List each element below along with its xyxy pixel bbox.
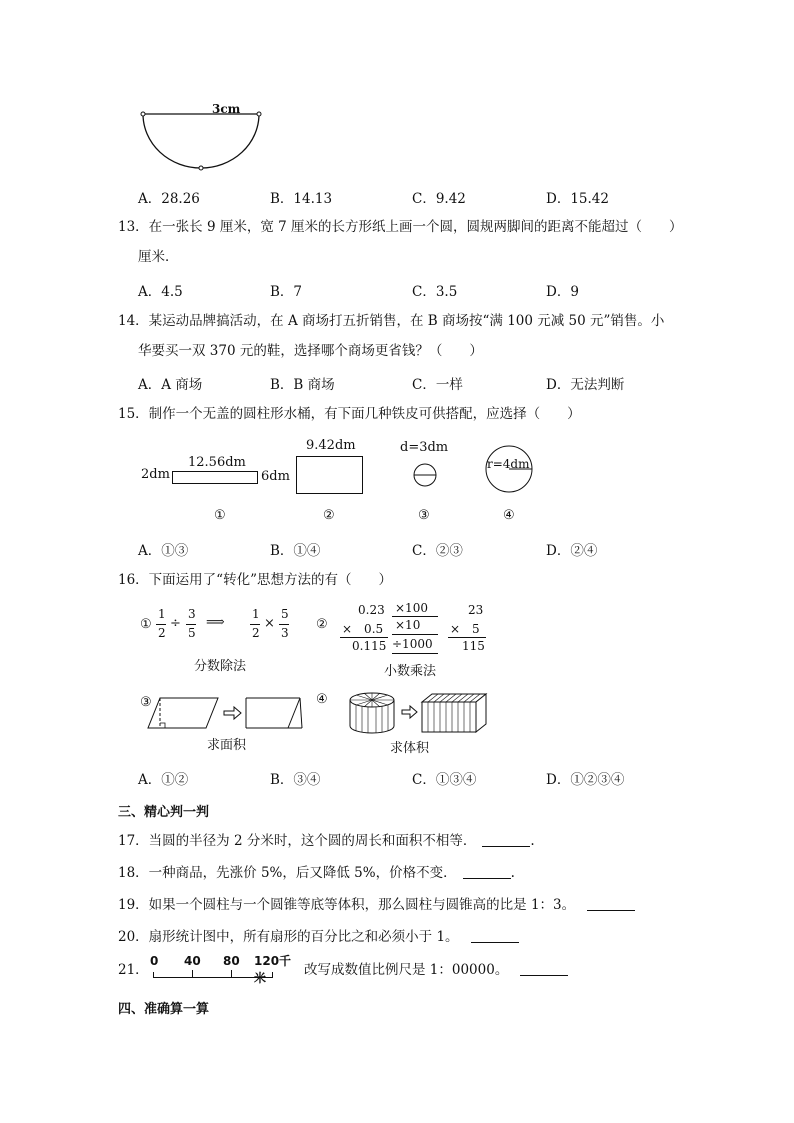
sheet1-height-right: 6dm bbox=[261, 469, 290, 484]
scale-label-40: 40 bbox=[184, 954, 201, 968]
q13-option-b[interactable]: B．7 bbox=[270, 284, 303, 300]
q13-stem: 13．在一张长 9 厘米，宽 7 厘米的长方形纸上画一个圆，圆规两脚间的距离不能超过（ ） bbox=[118, 219, 683, 235]
q16-stem: 16．下面运用了“转化”思想方法的有（ ） bbox=[118, 572, 392, 588]
q14-option-d[interactable]: D．无法判断 bbox=[546, 377, 625, 393]
part2-number: ② bbox=[316, 617, 328, 632]
arrow-3 bbox=[392, 653, 438, 654]
sheet2-number: ② bbox=[323, 508, 335, 523]
frac-c-den: 2 bbox=[252, 626, 260, 640]
sheet2-width: 9.42dm bbox=[306, 438, 356, 453]
q13-option-c[interactable]: C．3.5 bbox=[412, 284, 458, 300]
scale-bar bbox=[153, 972, 273, 978]
q12-option-d[interactable]: D．15.42 bbox=[546, 191, 609, 207]
caption-volume: 求体积 bbox=[390, 741, 430, 756]
section-3-heading: 三、精心判一判 bbox=[118, 805, 210, 820]
q16-option-d[interactable]: D．①②③④ bbox=[546, 772, 625, 788]
frac-b-num: 3 bbox=[188, 607, 196, 621]
frac-c-num: 1 bbox=[252, 607, 260, 621]
q21-stem bbox=[304, 960, 568, 980]
sheet4-number: ④ bbox=[503, 508, 515, 523]
q21-number: 21． bbox=[118, 962, 149, 978]
q18-text: 18．一种商品，先涨价 5%，后又降低 5%，价格不变． bbox=[118, 865, 457, 881]
q15-option-a[interactable]: A．①③ bbox=[138, 543, 189, 559]
q12-option-b[interactable]: B．14.13 bbox=[270, 191, 333, 207]
q17-end-dot: . bbox=[530, 833, 535, 849]
q13-options bbox=[138, 280, 658, 300]
q15-option-d[interactable]: D．②④ bbox=[546, 543, 598, 559]
int-mid: × 5 bbox=[450, 622, 480, 636]
sheet3-number: ③ bbox=[418, 508, 430, 523]
sheet3-circle bbox=[412, 462, 438, 488]
op-div-1000: ÷1000 bbox=[392, 637, 433, 651]
part4-number: ④ bbox=[316, 692, 328, 707]
scale-label-0: 0 bbox=[150, 954, 159, 968]
q21-text: 改写成数值比例尺是 1：00000。 bbox=[304, 962, 509, 978]
op-times-100: ×100 bbox=[395, 601, 428, 615]
q14-option-c[interactable]: C．一样 bbox=[412, 377, 463, 393]
sheet1-height-left: 2dm bbox=[141, 467, 170, 482]
int-top: 23 bbox=[468, 603, 484, 617]
frac-a-num: 1 bbox=[158, 607, 166, 621]
cylinder-to-cuboid-figure bbox=[348, 688, 488, 736]
q19-stem bbox=[118, 895, 635, 915]
q15-options bbox=[138, 539, 658, 559]
q14-stem-cont: 华要买一双 370 元的鞋，选择哪个商场更省钱？（ ） bbox=[138, 343, 483, 359]
q12-options bbox=[138, 187, 658, 207]
scale-tick-80 bbox=[231, 970, 232, 977]
q18-answer-blank[interactable] bbox=[463, 864, 511, 879]
mult-line bbox=[340, 637, 388, 638]
q14-options bbox=[138, 373, 658, 393]
int-line bbox=[448, 637, 486, 638]
q17-stem bbox=[118, 831, 535, 851]
int-result: 115 bbox=[462, 639, 485, 653]
mult-result: 0.115 bbox=[352, 639, 387, 653]
q16-option-b[interactable]: B．③④ bbox=[270, 772, 321, 788]
section-4-heading: 四、准确算一算 bbox=[118, 1002, 210, 1017]
scale-tick-40 bbox=[192, 970, 193, 977]
caption-fraction-division: 分数除法 bbox=[194, 659, 247, 674]
q21-answer-blank[interactable] bbox=[520, 961, 568, 976]
q19-answer-blank[interactable] bbox=[587, 896, 635, 911]
caption-area: 求面积 bbox=[207, 738, 247, 753]
part3-number: ③ bbox=[140, 695, 152, 710]
implies-arrow-1: ⟹ bbox=[206, 615, 225, 630]
q12-option-c[interactable]: C．9.42 bbox=[412, 191, 466, 207]
arrow-1 bbox=[392, 616, 438, 617]
caption-decimal-mult: 小数乘法 bbox=[384, 664, 437, 679]
q14-option-a[interactable]: A．A 商场 bbox=[138, 377, 203, 393]
q15-stem: 15．制作一个无盖的圆柱形水桶，有下面几种铁皮可供搭配，应选择（ ） bbox=[118, 406, 581, 422]
semicircle-diameter-label: 3cm bbox=[212, 102, 241, 116]
line-scale bbox=[148, 954, 298, 986]
sheet3-diameter: d=3dm bbox=[400, 440, 449, 455]
q20-stem bbox=[118, 927, 519, 947]
frac-d-num: 5 bbox=[281, 607, 289, 621]
sheet4-radius: r=4dm bbox=[487, 457, 530, 471]
scale-label-80: 80 bbox=[223, 954, 240, 968]
op-times-10: ×10 bbox=[395, 618, 421, 632]
frac-d-bar bbox=[279, 624, 289, 625]
times-sign: × bbox=[264, 616, 275, 631]
q16-option-a[interactable]: A．①② bbox=[138, 772, 189, 788]
frac-b-bar bbox=[186, 624, 196, 625]
frac-d-den: 3 bbox=[281, 626, 289, 640]
frac-b-den: 5 bbox=[188, 626, 196, 640]
arrow-2 bbox=[392, 634, 438, 635]
parallelogram-figure bbox=[140, 696, 315, 732]
q14-stem: 14．某运动品牌搞活动，在 A 商场打五折销售，在 B 商场按“满 100 元减 50 元”销售。小 bbox=[118, 313, 665, 329]
q15-option-b[interactable]: B．①④ bbox=[270, 543, 321, 559]
q20-text: 20．扇形统计图中，所有扇形的百分比之和必须小于 1。 bbox=[118, 929, 459, 945]
divide-sign: ÷ bbox=[170, 616, 181, 631]
q13-option-d[interactable]: D．9 bbox=[546, 284, 579, 300]
q14-option-b[interactable]: B．B 商场 bbox=[270, 377, 335, 393]
q17-answer-blank[interactable] bbox=[482, 832, 530, 847]
sheet1-rectangle bbox=[172, 471, 258, 484]
q13-stem-cont: 厘米． bbox=[138, 249, 179, 265]
sheet1-number: ① bbox=[214, 508, 226, 523]
q19-text: 19．如果一个圆柱与一个圆锥等底等体积，那么圆柱与圆锥高的比是 1：3。 bbox=[118, 897, 576, 913]
sheet2-rectangle bbox=[296, 456, 363, 494]
frac-a-bar bbox=[156, 624, 166, 625]
q18-stem bbox=[118, 863, 515, 883]
semicircle-figure bbox=[135, 100, 275, 180]
scale-label-120km: 120千米 bbox=[254, 954, 292, 985]
mult-mid: × 0.5 bbox=[342, 622, 384, 636]
q17-text: 17．当圆的半径为 2 分米时，这个圆的周长和面积不相等． bbox=[118, 833, 477, 849]
part1-number: ① bbox=[140, 617, 152, 632]
q13-option-a[interactable]: A．4.5 bbox=[138, 284, 183, 300]
q15-option-c[interactable]: C．②③ bbox=[412, 543, 463, 559]
q18-end-dot: . bbox=[510, 865, 515, 881]
q20-answer-blank[interactable] bbox=[471, 928, 519, 943]
sheet1-width: 12.56dm bbox=[188, 455, 246, 470]
frac-a-den: 2 bbox=[158, 626, 166, 640]
frac-c-bar bbox=[250, 624, 260, 625]
q12-option-a[interactable]: A．28.26 bbox=[138, 191, 200, 207]
q16-options bbox=[138, 768, 658, 788]
mult-top: 0.23 bbox=[358, 603, 385, 617]
q16-option-c[interactable]: C．①③④ bbox=[412, 772, 477, 788]
